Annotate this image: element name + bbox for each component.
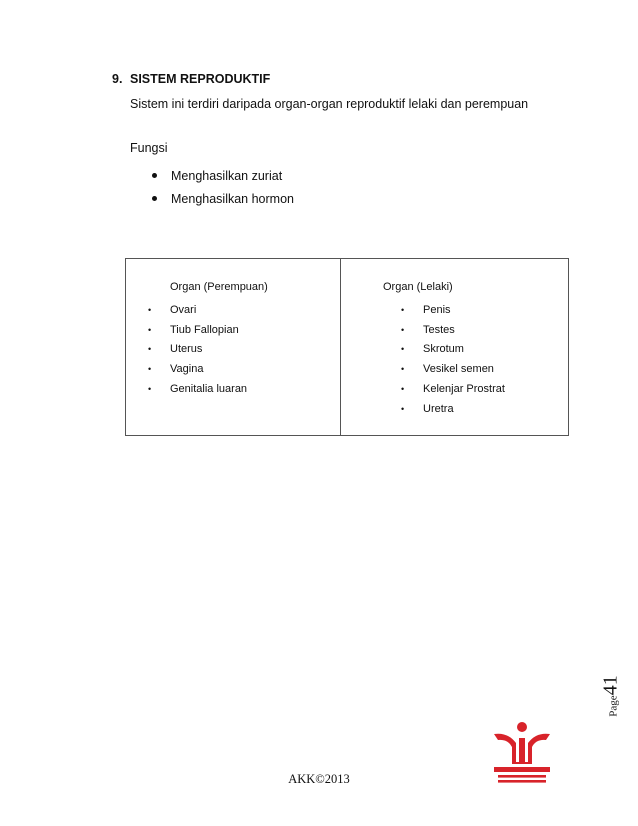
page-word: Page xyxy=(607,695,620,717)
male-organ-list xyxy=(401,300,505,419)
female-organ-column xyxy=(126,259,341,435)
fungsi-list xyxy=(150,164,294,210)
bullet-icon: • xyxy=(148,384,152,395)
bullet-icon: • xyxy=(401,384,405,395)
organ-name: Penis xyxy=(423,303,451,316)
fungsi-item xyxy=(150,164,294,187)
organ-name: Kelenjar Prostrat xyxy=(423,383,505,396)
list-item xyxy=(148,359,247,379)
list-item xyxy=(401,320,505,340)
list-item xyxy=(401,399,505,419)
bullet-icon: • xyxy=(401,304,405,315)
organ-name: Skrotum xyxy=(423,343,464,356)
bullet-icon: • xyxy=(401,403,405,414)
bullet-icon: • xyxy=(148,304,152,315)
organ-name: Testes xyxy=(423,323,455,336)
organ-name: Vesikel semen xyxy=(423,363,494,376)
male-organ-column xyxy=(341,259,568,435)
female-organ-list xyxy=(148,300,247,399)
section-heading xyxy=(112,72,270,86)
section-intro: Sistem ini terdiri daripada organ-organ reproduktif lelaki dan perempuan xyxy=(130,97,529,111)
bullet-icon: • xyxy=(148,364,152,375)
bullet-icon: • xyxy=(401,364,405,375)
organ-name: Uretra xyxy=(423,402,454,415)
list-item xyxy=(401,300,505,320)
bullet-icon: • xyxy=(148,344,152,355)
organ-name: Uterus xyxy=(170,343,203,356)
fungsi-label: Fungsi xyxy=(130,141,168,155)
list-item xyxy=(401,359,505,379)
list-item xyxy=(401,379,505,399)
list-item xyxy=(148,320,247,340)
organ-name: Tiub Fallopian xyxy=(170,323,239,336)
page-number xyxy=(596,666,626,726)
bullet-icon: • xyxy=(401,324,405,335)
section-number: 9. xyxy=(112,72,123,86)
organ-table xyxy=(125,258,569,436)
bullet-icon: • xyxy=(148,324,152,335)
organ-name: Genitalia luaran xyxy=(170,383,248,396)
footer-copyright: AKK©2013 xyxy=(288,772,350,786)
section-title: SISTEM REPRODUKTIF xyxy=(130,72,271,86)
fungsi-item-text: Menghasilkan zuriat xyxy=(171,168,283,183)
bullet-icon xyxy=(152,173,157,178)
fungsi-item-text: Menghasilkan hormon xyxy=(171,191,294,206)
list-item xyxy=(148,379,247,399)
page-number-value: 41 xyxy=(599,675,622,696)
list-item xyxy=(401,340,505,360)
female-column-title: Organ (Perempuan) xyxy=(170,281,268,293)
organ-name: Ovari xyxy=(170,303,197,316)
list-item xyxy=(148,300,247,320)
bullet-icon: • xyxy=(401,344,405,355)
male-column-title: Organ (Lelaki) xyxy=(383,281,453,293)
organ-name: Vagina xyxy=(170,363,204,376)
list-item xyxy=(148,340,247,360)
fungsi-item xyxy=(150,187,294,210)
bullet-icon xyxy=(152,196,157,201)
